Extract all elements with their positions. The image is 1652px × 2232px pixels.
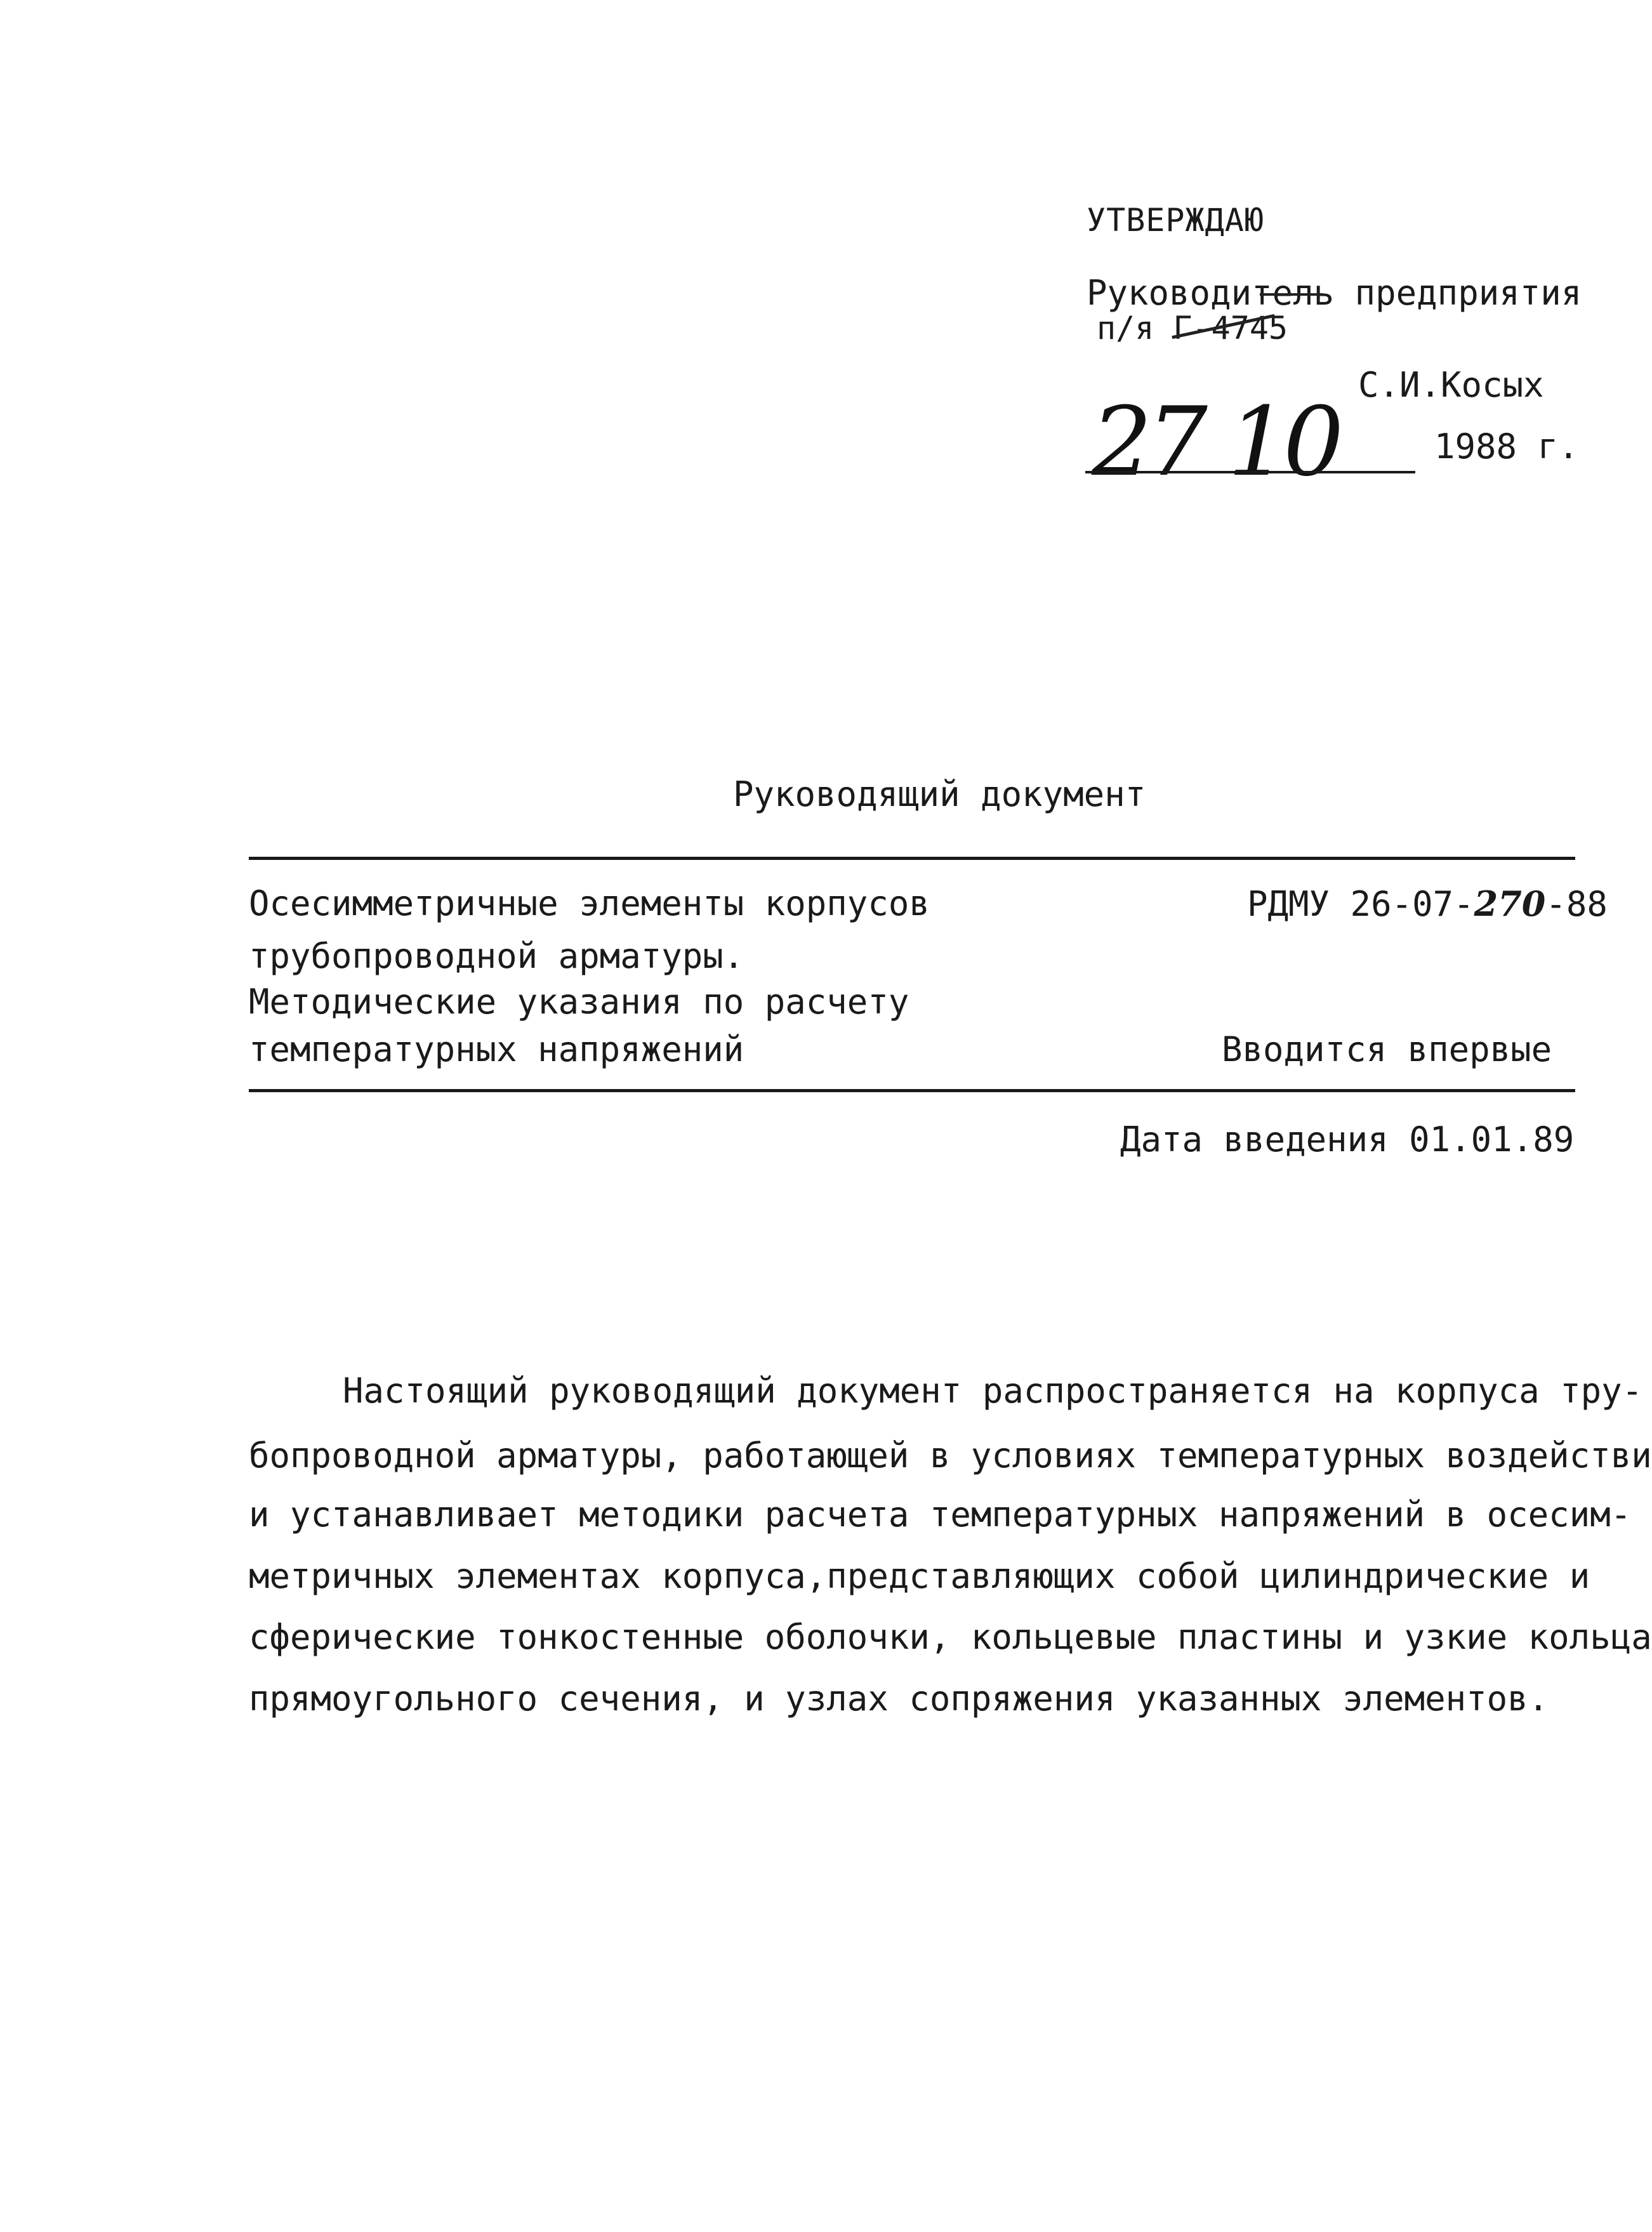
approval-heading: УТВЕРЖДАЮ (1087, 202, 1264, 239)
body-text-line: и устанавливает методики расчета температурных напряжений в осесим- (249, 1495, 1632, 1535)
document-title-line: Осесимметричные элементы корпусов (249, 883, 930, 923)
document-status: Вводится впервые (1222, 1029, 1552, 1069)
approval-role: Руководитель предприятия (1087, 273, 1582, 313)
body-text-line: Настоящий руководящий документ распространяется на корпуса тру- (343, 1371, 1643, 1411)
divider-top (249, 857, 1575, 860)
approval-organization: п/я Г-4745 (1097, 310, 1288, 347)
strike-mark (1260, 293, 1323, 296)
body-text-line: прямоугольного сечения, и узлах сопряжения указанных элементов. (249, 1679, 1549, 1719)
approver-name: С.И.Косых (1358, 365, 1544, 405)
document-code-suffix: -88 (1545, 884, 1608, 924)
document-code-prefix: РДМУ 26-07- (1247, 884, 1474, 924)
document-title-line: трубопроводной арматуры. (249, 936, 744, 976)
handwritten-date: 27 10 (1092, 387, 1339, 498)
document-kind: Руководящий документ (733, 774, 1146, 814)
document-code (1247, 883, 1608, 924)
document-title-line: Методические указания по расчету (249, 982, 909, 1022)
effective-date: Дата введения 01.01.89 (1120, 1119, 1575, 1159)
divider-bottom (249, 1089, 1575, 1092)
date-underline (1085, 471, 1415, 473)
body-text-line: сферические тонкостенные оболочки, кольцевые пластины и узкие кольца (249, 1617, 1652, 1657)
document-code-number: 270 (1474, 883, 1546, 924)
approval-year: 1988 г. (1434, 426, 1579, 466)
document-title-line: температурных напряжений (249, 1029, 744, 1069)
body-text-line: метричных элементах корпуса,представляющих собой цилиндрические и (249, 1556, 1590, 1596)
body-text-line: бопроводной арматуры, работающей в условиях температурных воздействи (249, 1436, 1652, 1476)
